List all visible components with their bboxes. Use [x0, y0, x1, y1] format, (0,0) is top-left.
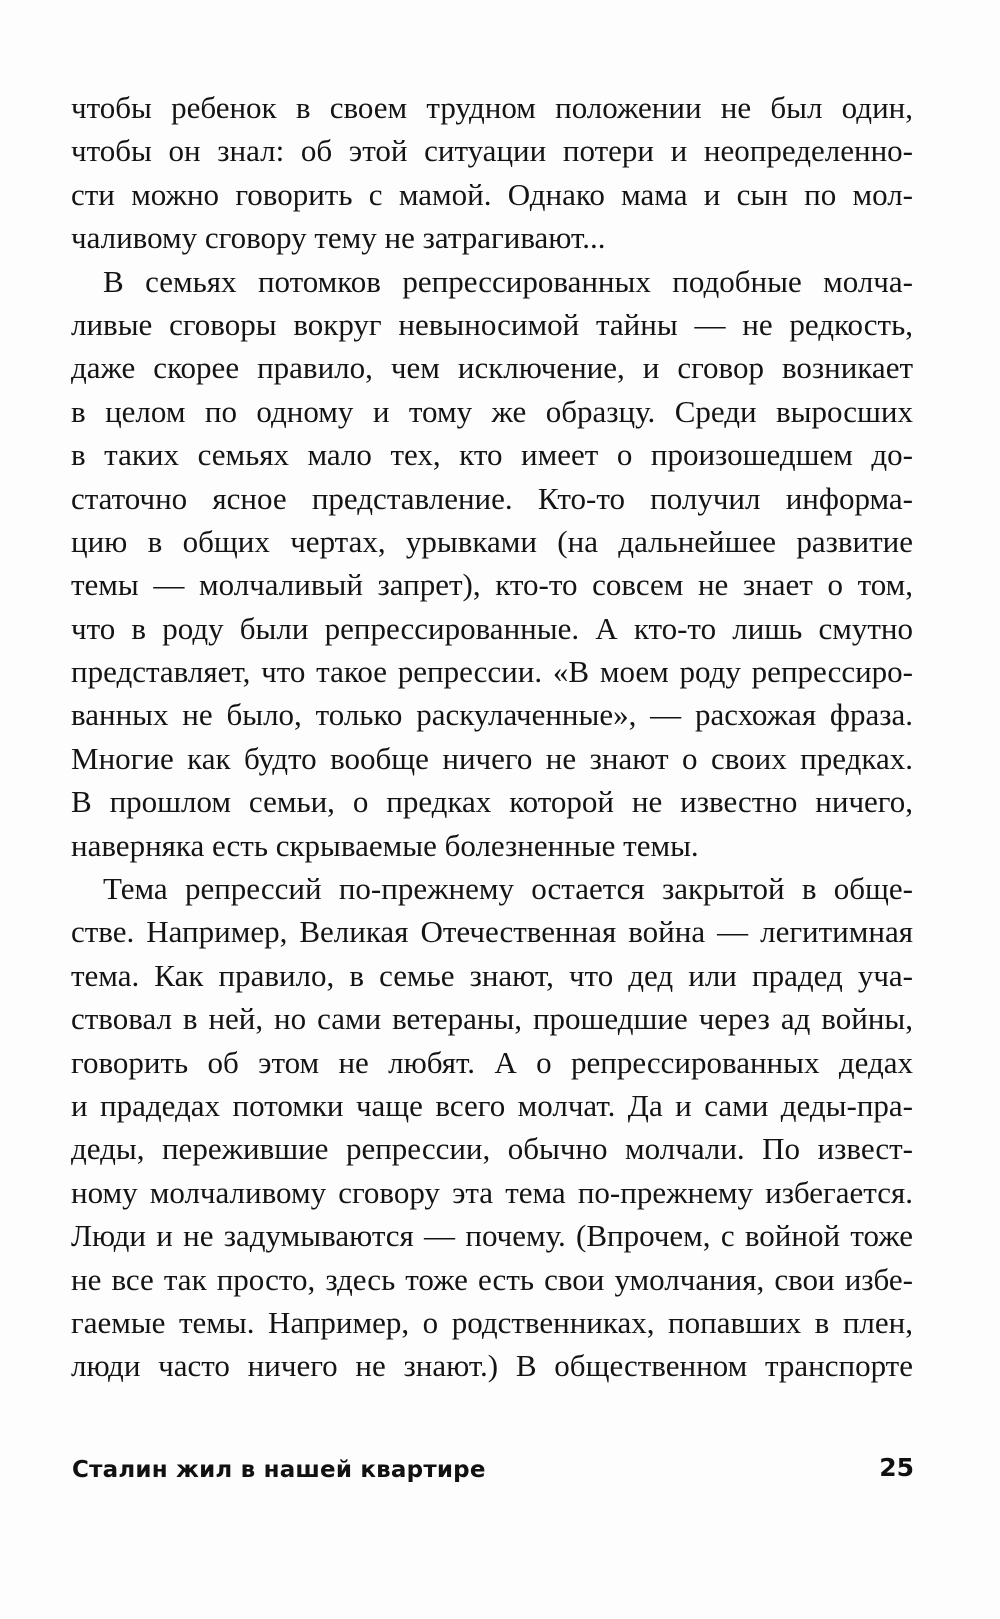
paragraph — [71, 260, 913, 867]
text-line: ванных не было, только раскулаченные», — расхожая фраза. — [71, 697, 913, 733]
text-line: В прошлом семьи, о предках которой не известно ничего, — [71, 784, 913, 820]
text-line: стве. Например, Великая Отечественная война — легитимная — [71, 914, 913, 950]
text-line: сти можно говорить с мамой. Однако мама и сын по мол- — [71, 176, 913, 212]
text-line: и прадедах потомки чаще всего молчат. Да и сами деды-пра- — [71, 1087, 913, 1123]
body-text — [71, 86, 913, 1388]
text-line: Многие как будто вообще ничего не знают о своих предках. — [71, 740, 913, 776]
text-line: гаемые темы. Например, о родственниках, попавших в плен, — [71, 1304, 913, 1340]
text-line: наверняка есть скрываемые болезненные темы. — [71, 827, 699, 863]
text-line: ливые сговоры вокруг невыносимой тайны — не редкость, — [71, 306, 913, 342]
text-line: что в роду были репрессированные. А кто-то лишь смутно — [71, 610, 913, 646]
text-line: говорить об этом не любят. А о репрессированных дедах — [71, 1044, 913, 1080]
text-line: чтобы он знал: об этой ситуации потери и неопределенно- — [71, 133, 913, 169]
text-line: люди часто ничего не знают.) В общественном транспорте — [71, 1348, 913, 1384]
paragraph — [71, 867, 913, 1388]
text-line: тема. Как правило, в семье знают, что дед или прадед уча- — [71, 957, 913, 993]
text-line: в целом по одному и тому же образцу. Среди выросших — [71, 393, 913, 429]
text-line: ному молчаливому сговору эта тема по-прежнему избегается. — [71, 1174, 913, 1210]
text-line: ствовал в ней, но сами ветераны, прошедшие через ад войны, — [71, 1001, 913, 1037]
text-line: деды, пережившие репрессии, обычно молчали. По извест- — [71, 1131, 913, 1167]
page-number: 25 — [879, 1453, 914, 1482]
text-line: цию в общих чертах, урывками (на дальнейшее развитие — [71, 523, 913, 559]
running-footer-title: Сталин жил в нашей квартире — [72, 1457, 486, 1483]
text-line: в таких семьях мало тех, кто имеет о произошедшем до- — [71, 437, 913, 473]
text-line: Люди и не задумываются — почему. (Впрочем, с войной тоже — [71, 1218, 913, 1254]
text-line: В семьях потомков репрессированных подобные молча- — [103, 263, 913, 299]
text-line: чаливому сговору тему не затрагивают... — [71, 220, 606, 256]
text-line: статочно ясное представление. Кто-то получил информа- — [71, 480, 913, 516]
text-line: чтобы ребенок в своем трудном положении не был один, — [71, 90, 913, 125]
text-line: темы — молчаливый запрет), кто-то совсем не знает о том, — [71, 567, 913, 603]
text-line: не все так просто, здесь тоже есть свои умолчания, свои избе- — [71, 1261, 913, 1297]
paragraph — [71, 86, 913, 260]
text-line: даже скорее правило, чем исключение, и сговор возникает — [71, 350, 913, 386]
text-line: представляет, что такое репрессии. «В моем роду репрессиро- — [71, 654, 913, 690]
text-line: Тема репрессий по-прежнему остается закрытой в обще- — [103, 871, 913, 907]
